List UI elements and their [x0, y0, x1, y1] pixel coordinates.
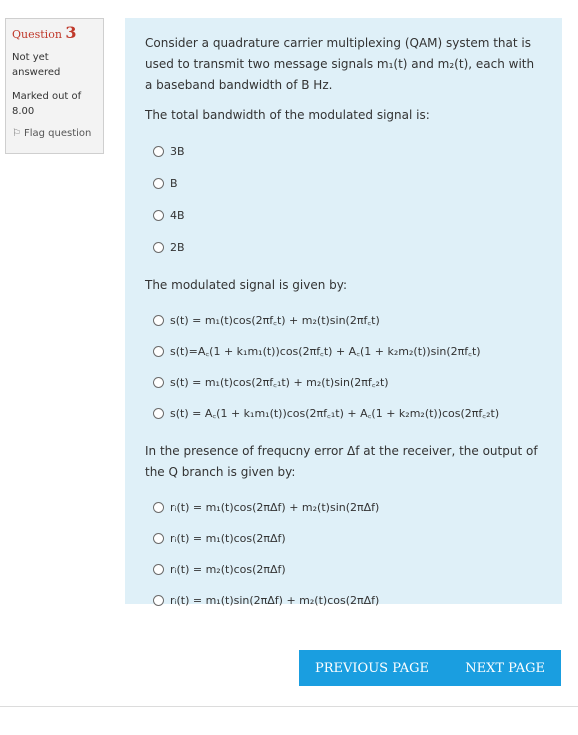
marks-value: 8.00 [12, 106, 35, 117]
option-label: rᵢ(t) = m₁(t)cos(2πΔf) [170, 532, 286, 545]
options-part-2 [145, 305, 542, 429]
option-signal-2[interactable] [145, 336, 542, 367]
options-part-3 [145, 492, 542, 616]
option-label: s(t) = m₁(t)cos(2πf꜀t) + m₂(t)sin(2πf꜀t) [170, 314, 380, 327]
footer-divider [0, 706, 578, 707]
option-label: rᵢ(t) = m₂(t)cos(2πΔf) [170, 563, 286, 576]
question-number [12, 23, 97, 42]
radio-button[interactable] [153, 210, 164, 221]
question-part-3: In the presence of frequcny error Δf at the receiver, the output of the Q branch is given by: [145, 444, 538, 479]
flag-icon: ⚐ [12, 128, 21, 139]
radio-button[interactable] [153, 315, 164, 326]
next-page-button[interactable]: NEXT PAGE [465, 660, 545, 676]
radio-button[interactable] [153, 377, 164, 388]
question-info-panel [5, 18, 104, 154]
option-signal-1[interactable] [145, 305, 542, 336]
radio-button[interactable] [153, 502, 164, 513]
option-2b[interactable] [145, 231, 542, 263]
option-output-4[interactable] [145, 585, 542, 616]
option-label: B [170, 176, 178, 190]
option-label: rᵢ(t) = m₁(t)sin(2πΔf) + m₂(t)cos(2πΔf) [170, 594, 380, 607]
radio-button[interactable] [153, 178, 164, 189]
previous-page-button[interactable]: PREVIOUS PAGE [315, 660, 430, 676]
option-4b[interactable] [145, 199, 542, 231]
question-number-value: 3 [65, 23, 77, 42]
question-content [125, 18, 562, 607]
flag-question-button[interactable] [12, 128, 97, 139]
option-signal-3[interactable] [145, 367, 542, 398]
option-3b[interactable] [145, 135, 542, 167]
option-label: 3B [170, 144, 185, 158]
option-output-1[interactable] [145, 492, 542, 523]
radio-button[interactable] [153, 564, 164, 575]
option-signal-4[interactable] [145, 398, 542, 429]
option-label: s(t)=A꜀(1 + k₁m₁(t))cos(2πf꜀t) + A꜀(1 + k₂m₂(t))sin(2πf꜀t) [170, 345, 481, 358]
question-status: Not yet answered [12, 52, 61, 78]
question-intro: Consider a quadrature carrier multiplexing (QAM) system that is used to transmit two message signals m₁(t) and m₂(t), each with a baseband bandwidth of B Hz. [145, 36, 535, 92]
radio-button[interactable] [153, 346, 164, 357]
radio-button[interactable] [153, 146, 164, 157]
option-output-3[interactable] [145, 554, 542, 585]
question-part-1: The total bandwidth of the modulated signal is: [145, 108, 430, 122]
marked-out-of-label: Marked out of [12, 91, 82, 102]
option-label: 4B [170, 208, 185, 222]
radio-button[interactable] [153, 242, 164, 253]
flag-question-label: Flag question [23, 128, 92, 139]
page-navigation [299, 650, 561, 686]
question-label: Question [12, 28, 62, 41]
option-label: 2B [170, 240, 185, 254]
option-b[interactable] [145, 167, 542, 199]
option-label: s(t) = A꜀(1 + k₁m₁(t))cos(2πf꜀₁t) + A꜀(1 + k₂m₂(t))cos(2πf꜀₂t) [170, 407, 500, 420]
option-label: rᵢ(t) = m₁(t)cos(2πΔf) + m₂(t)sin(2πΔf) [170, 501, 380, 514]
options-part-1 [145, 135, 542, 263]
question-part-2: The modulated signal is given by: [145, 278, 348, 292]
radio-button[interactable] [153, 595, 164, 606]
radio-button[interactable] [153, 533, 164, 544]
option-output-2[interactable] [145, 523, 542, 554]
radio-button[interactable] [153, 408, 164, 419]
option-label: s(t) = m₁(t)cos(2πf꜀₁t) + m₂(t)sin(2πf꜀₂t) [170, 376, 389, 389]
